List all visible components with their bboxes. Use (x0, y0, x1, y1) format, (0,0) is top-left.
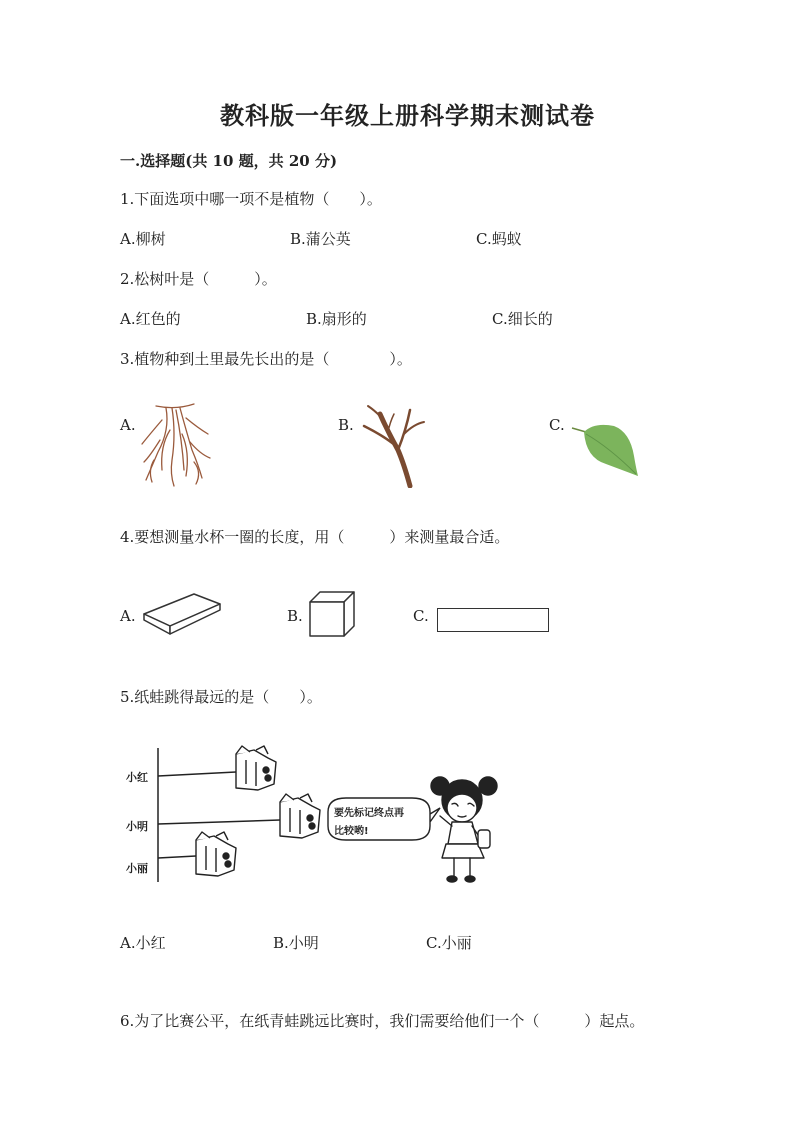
q2-option-c[interactable]: C.细长的 (492, 310, 553, 328)
frog-label-xiaohong: 小红 (126, 771, 148, 784)
speech-bubble-line-2: 比较哟! (334, 826, 369, 837)
paper-frog-xiaoli (196, 832, 236, 876)
question-1: 1.下面选项中哪一项不是植物（ ）。 (120, 190, 382, 208)
q4-option-c[interactable]: C. (413, 607, 429, 625)
page-title: 教科版一年级上册科学期末测试卷 (220, 101, 595, 130)
q2-option-b[interactable]: B.扇形的 (306, 310, 367, 328)
q4-option-a[interactable]: A. (120, 607, 136, 625)
frog-label-xiaoli: 小丽 (126, 862, 148, 875)
q1-option-c[interactable]: C.蚂蚁 (476, 230, 522, 248)
q4-option-b[interactable]: B. (287, 607, 303, 625)
paper-frog-xiaoming (280, 794, 320, 838)
roots-image (136, 400, 216, 490)
question-5: 5.纸蛙跳得最远的是（ ）。 (120, 688, 322, 706)
cube-image (306, 590, 358, 640)
girl-image (431, 777, 497, 882)
q3-option-b[interactable]: B. (338, 416, 354, 434)
leaf-image (570, 420, 642, 478)
speech-bubble-line-1: 要先标记终点再 (334, 808, 404, 819)
q5-option-b[interactable]: B.小明 (273, 934, 319, 952)
question-4: 4.要想测量水杯一圈的长度，用（ ）来测量最合适。 (120, 528, 510, 546)
q2-option-a[interactable]: A.红色的 (120, 310, 181, 328)
section-heading: 一.选择题(共 10 题，共 20 分) (120, 152, 338, 170)
q1-option-b[interactable]: B.蒲公英 (290, 230, 351, 248)
question-2: 2.松树叶是（ ）。 (120, 270, 277, 288)
branch-image (358, 404, 430, 488)
strip-image (437, 608, 549, 632)
q5-option-c[interactable]: C.小丽 (426, 934, 472, 952)
paper-frog-xiaohong (236, 746, 276, 790)
frog-label-xiaoming: 小明 (126, 820, 148, 833)
question-6: 6.为了比赛公平，在纸青蛙跳远比赛时，我们需要给他们一个（ ）起点。 (120, 1012, 645, 1030)
q3-option-c[interactable]: C. (549, 416, 565, 434)
q5-option-a[interactable]: A.小红 (120, 934, 166, 952)
frog-jump-figure (118, 740, 518, 892)
q1-option-a[interactable]: A.柳树 (120, 230, 166, 248)
question-3: 3.植物种到土里最先长出的是（ ）。 (120, 350, 412, 368)
q3-option-a[interactable]: A. (120, 416, 136, 434)
eraser-image (140, 588, 226, 638)
